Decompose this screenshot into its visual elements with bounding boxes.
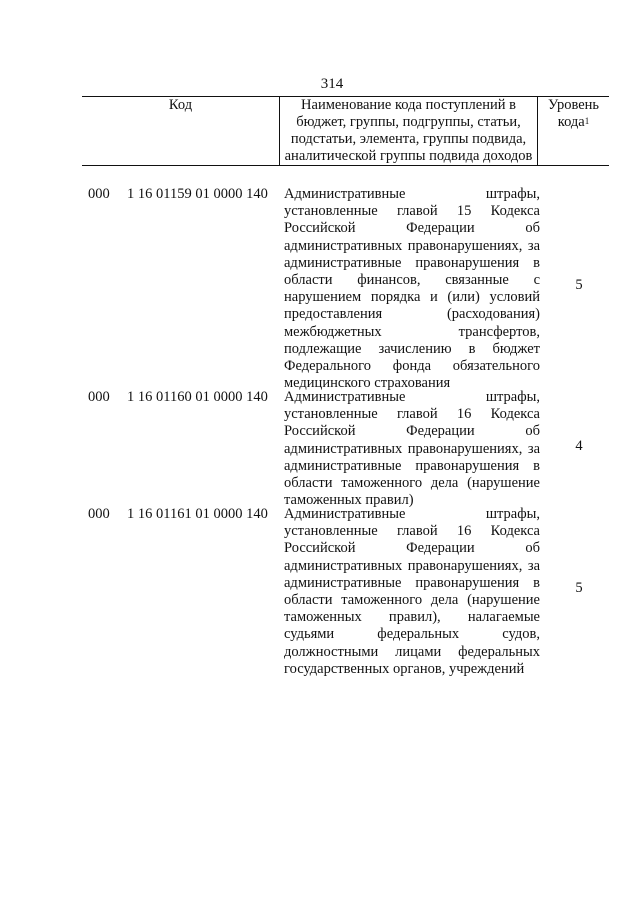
row-description-line: установленные главой 16 Кодекса [284, 523, 540, 540]
row-description [284, 186, 540, 392]
row-prefix: 000 [88, 186, 110, 202]
row-description-line: административных правонарушениях, за [284, 237, 540, 254]
row-description-line: установленные главой 16 Кодекса [284, 406, 540, 423]
row-description-line: административных правонарушениях, за [284, 557, 540, 574]
header-name-line: Наименование кода поступлений в [301, 97, 516, 113]
row-prefix: 000 [88, 389, 110, 405]
header-name-line: аналитической группы подвида доходов [284, 148, 533, 164]
header-code [82, 97, 280, 166]
row-description-line: области таможенного дела (нарушение [284, 475, 540, 492]
header-level-line2: кода$^1$ [557, 114, 590, 130]
header-level-footnote: 1 [584, 116, 590, 126]
row-description-line: нарушением порядка и (или) условий [284, 289, 540, 306]
row-description-line: Федерального фонда обязательного [284, 358, 540, 375]
row-code: 1 16 01160 01 0000 140 [127, 389, 268, 405]
row-description-line: Административные штрафы, [284, 389, 540, 405]
row-description [284, 389, 540, 509]
row-description-line: области финансов, связанные с [284, 272, 540, 289]
row-level: 5 [575, 580, 583, 596]
row-description-line: медицинского страхования [284, 375, 451, 392]
header-name [280, 97, 538, 166]
row-description-line: области таможенного дела (нарушение [284, 592, 540, 609]
row-code: 1 16 01159 01 0000 140 [127, 186, 268, 202]
table-header [82, 96, 609, 166]
row-description-line: Российской Федерации об [284, 423, 540, 440]
row-code: 1 16 01161 01 0000 140 [127, 506, 268, 522]
header-name-line: подстатьи, элемента, группы подвида, [290, 131, 527, 147]
row-description-line: судьями федеральных судов, [284, 626, 540, 643]
row-description-line: предоставления (расходования) [284, 306, 540, 323]
row-description-line: административные правонарушения в [284, 457, 540, 474]
row-level: 5 [575, 277, 583, 293]
row-description-line: государственных органов, учреждений [284, 660, 525, 677]
row-description-line: межбюджетных трансфертов, [284, 323, 540, 340]
row-description-line: Административные штрафы, [284, 506, 540, 522]
row-description-line: Российской Федерации об [284, 540, 540, 557]
header-name-line: бюджет, группы, подгруппы, статьи, [296, 114, 521, 130]
page-number: 314 [320, 76, 344, 92]
row-description-line: административные правонарушения в [284, 574, 540, 591]
row-description [284, 506, 540, 678]
row-level: 4 [575, 438, 583, 454]
row-description-line: Российской Федерации об [284, 220, 540, 237]
table-header-row [82, 97, 609, 166]
header-level [538, 97, 610, 166]
row-prefix: 000 [88, 506, 110, 522]
row-description-line: должностными лицами федеральных [284, 643, 540, 660]
header-level-label: Уровень [547, 97, 600, 113]
row-description-line: подлежащие зачислению в бюджет [284, 340, 540, 357]
header-code-label: Код [168, 97, 193, 113]
row-description-line: административных правонарушениях, за [284, 440, 540, 457]
row-description-line: административные правонарушения в [284, 254, 540, 271]
row-description-line: таможенных правил), налагаемые [284, 609, 540, 626]
row-description-line: установленные главой 15 Кодекса [284, 203, 540, 220]
row-description-line: Административные штрафы, [284, 186, 540, 202]
row-description-line: таможенных правил) [284, 492, 414, 509]
